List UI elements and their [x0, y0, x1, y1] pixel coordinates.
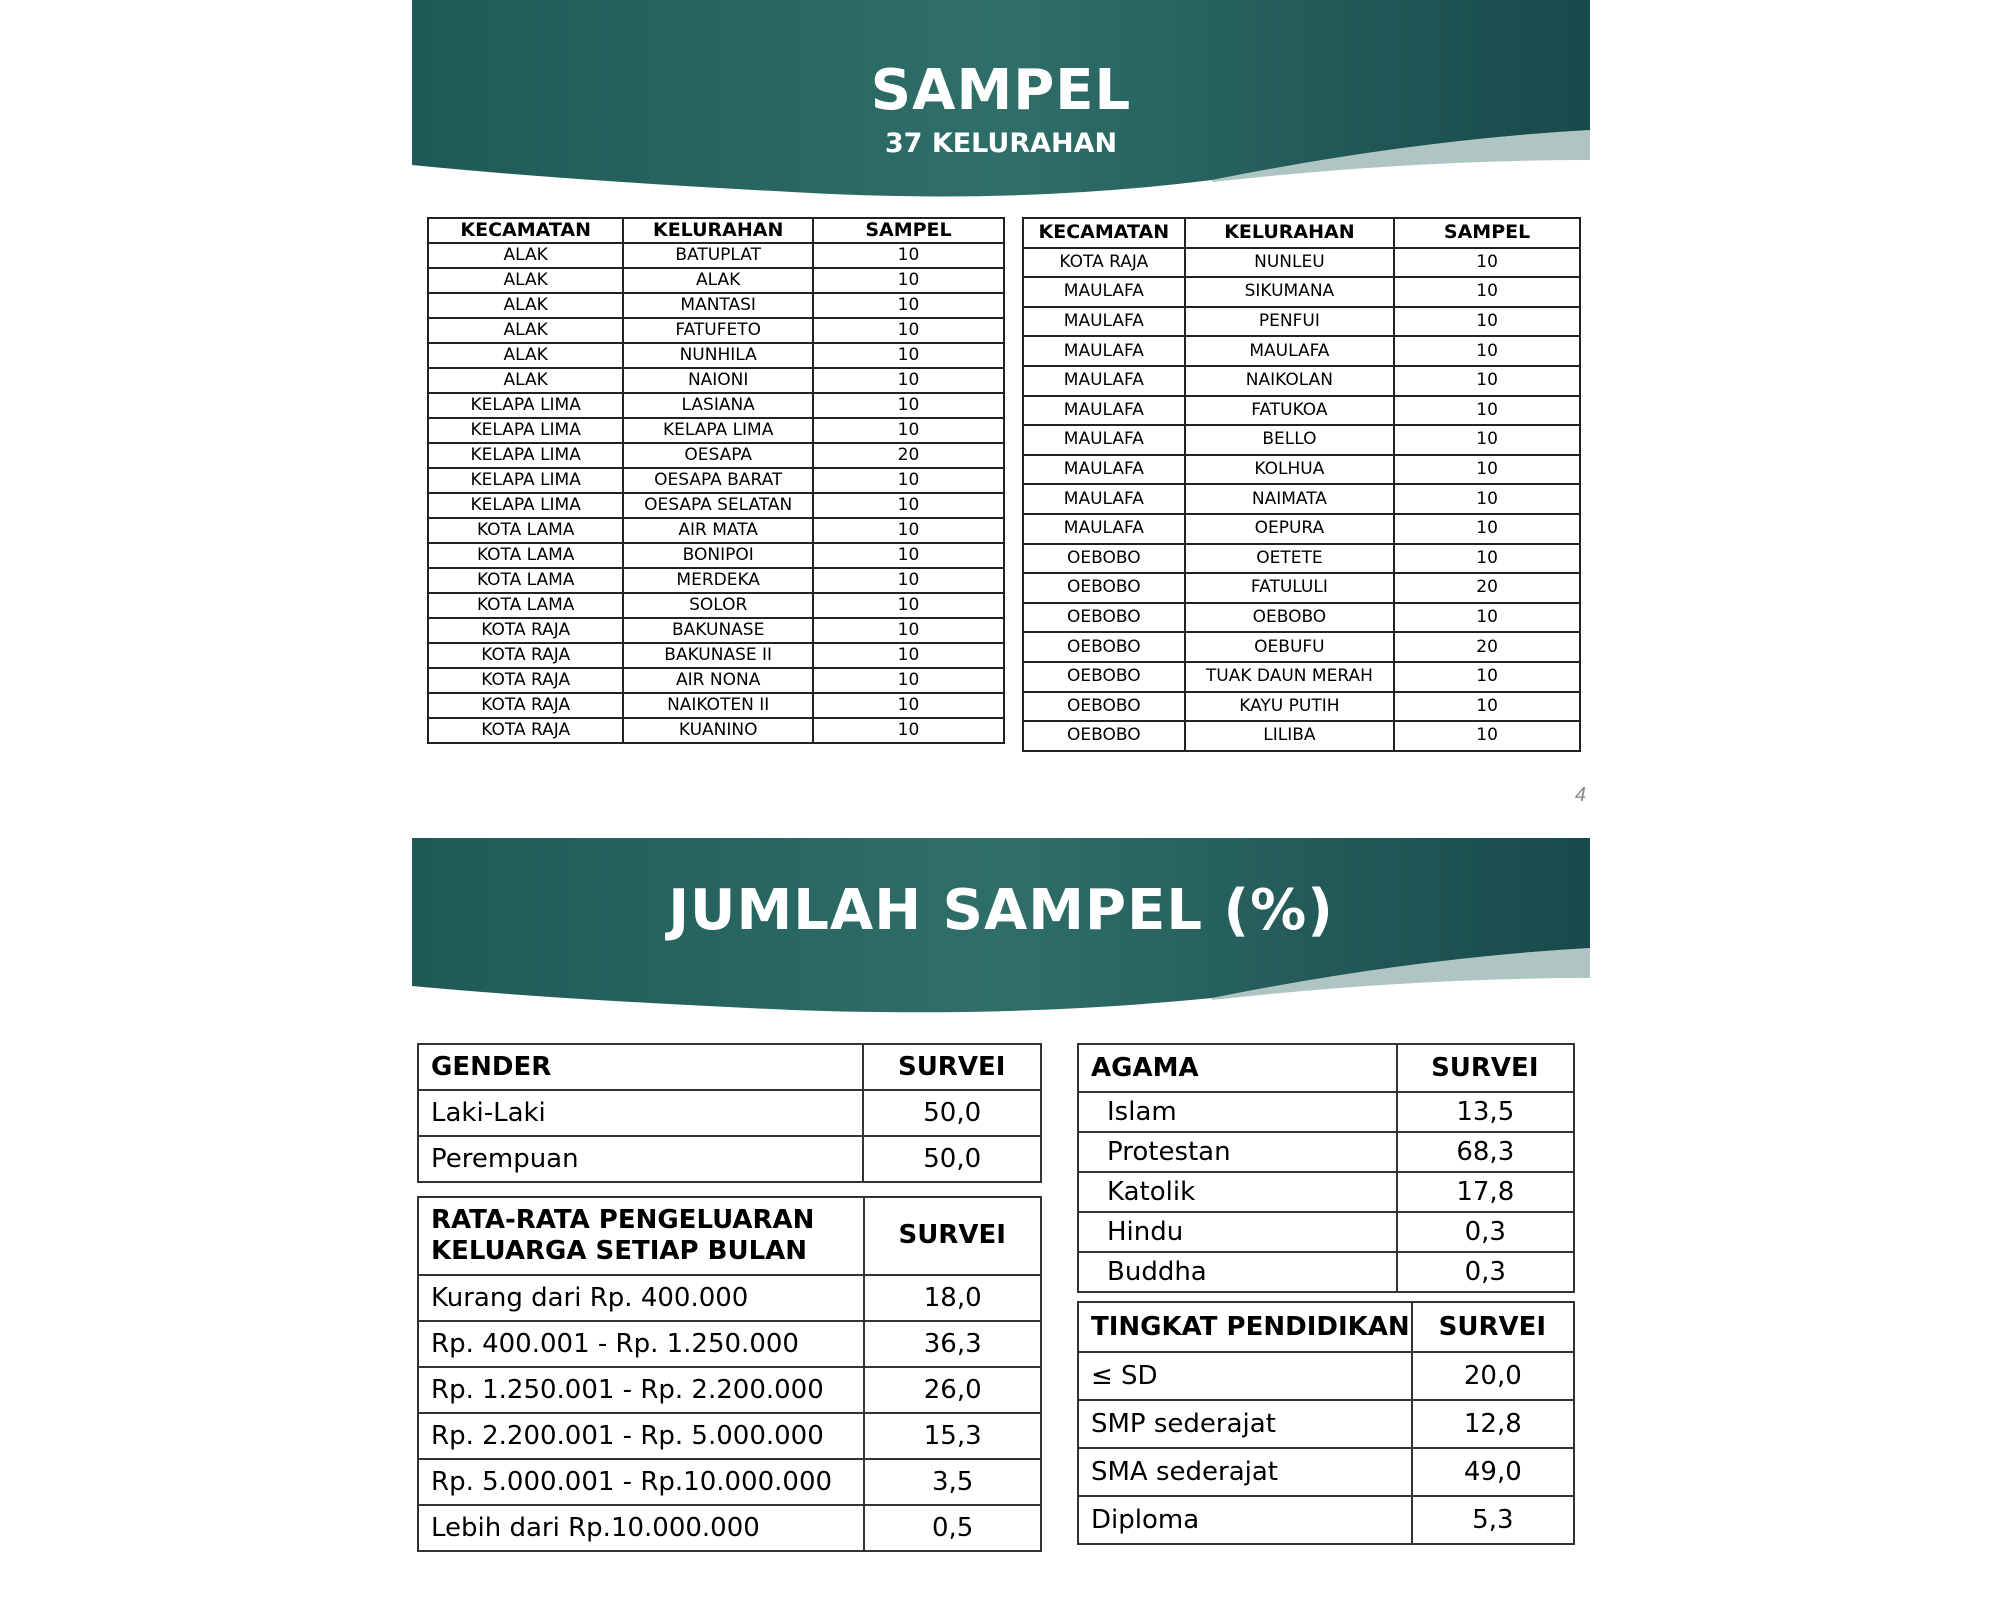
header-pengeluaran — [418, 1197, 864, 1275]
header-kecamatan: KECAMATAN — [1023, 218, 1185, 248]
table-row — [418, 1459, 1041, 1505]
table-cell: FATUKOA — [1185, 396, 1395, 426]
table-cell: OEBOBO — [1023, 573, 1185, 603]
table-cell: Rp. 2.200.001 - Rp. 5.000.000 — [418, 1413, 864, 1459]
table-cell: KOTA RAJA — [428, 668, 623, 693]
table-header-row — [418, 1044, 1041, 1090]
table-cell: NUNLEU — [1185, 248, 1395, 278]
table-header-row — [428, 218, 1004, 243]
table-row — [418, 1090, 1041, 1136]
table-cell: MERDEKA — [623, 568, 813, 593]
table-cell: 10 — [1394, 484, 1580, 514]
table-cell: LILIBA — [1185, 721, 1395, 751]
table-row — [428, 543, 1004, 568]
table-cell: NAIMATA — [1185, 484, 1395, 514]
table-cell: 17,8 — [1397, 1172, 1574, 1212]
table-cell: 20 — [813, 443, 1004, 468]
table-cell: KOTA LAMA — [428, 593, 623, 618]
table-row — [428, 718, 1004, 743]
table-row — [428, 368, 1004, 393]
table-cell: MAULAFA — [1023, 425, 1185, 455]
table-cell: NUNHILA — [623, 343, 813, 368]
header-kelurahan: KELURAHAN — [623, 218, 813, 243]
table-row — [1023, 336, 1580, 366]
table-cell: 10 — [1394, 336, 1580, 366]
table-cell: OEBOBO — [1023, 603, 1185, 633]
table-cell: Rp. 1.250.001 - Rp. 2.200.000 — [418, 1367, 864, 1413]
table-cell: OEBUFU — [1185, 632, 1395, 662]
table-body — [1078, 1352, 1574, 1544]
table-cell: NAIKOTEN II — [623, 693, 813, 718]
table-row — [1023, 307, 1580, 337]
table-body — [1023, 248, 1580, 751]
table-row — [1023, 514, 1580, 544]
table-cell: 10 — [813, 568, 1004, 593]
table-cell: TUAK DAUN MERAH — [1185, 662, 1395, 692]
table-cell: FATULULI — [1185, 573, 1395, 603]
table-cell: 10 — [813, 418, 1004, 443]
table-cell: 10 — [1394, 366, 1580, 396]
table-cell: 10 — [813, 693, 1004, 718]
table-cell: BAKUNASE II — [623, 643, 813, 668]
table-cell: Kurang dari Rp. 400.000 — [418, 1275, 864, 1321]
table-cell: 10 — [1394, 603, 1580, 633]
table-row — [1023, 277, 1580, 307]
table-cell: 68,3 — [1397, 1132, 1574, 1172]
table-cell: KELAPA LIMA — [428, 493, 623, 518]
table-row — [428, 293, 1004, 318]
table-cell: KOTA RAJA — [428, 618, 623, 643]
table-cell: OEBOBO — [1023, 721, 1185, 751]
table-cell: OESAPA SELATAN — [623, 493, 813, 518]
table-cell: KOLHUA — [1185, 455, 1395, 485]
table-cell: FATUFETO — [623, 318, 813, 343]
table-row — [1078, 1132, 1574, 1172]
table-cell: ALAK — [623, 268, 813, 293]
kelurahan-table-left — [427, 217, 1005, 744]
table-row — [1078, 1496, 1574, 1544]
table-cell: OEBOBO — [1023, 662, 1185, 692]
table-cell: Katolik — [1078, 1172, 1397, 1212]
table-cell: OEBOBO — [1023, 692, 1185, 722]
header-survei: SURVEI — [1412, 1302, 1574, 1352]
slide1-subtitle: 37 KELURAHAN — [884, 128, 1118, 159]
table-cell: 3,5 — [864, 1459, 1041, 1505]
table-cell: 10 — [1394, 721, 1580, 751]
table-cell: 10 — [813, 668, 1004, 693]
table-row — [1023, 484, 1580, 514]
header-pengeluaran-line2: KELUARGA SETIAP BULAN — [431, 1236, 808, 1266]
table-cell: OEPURA — [1185, 514, 1395, 544]
table-cell: SMP sederajat — [1078, 1400, 1412, 1448]
table-cell: MAULAFA — [1185, 336, 1395, 366]
table-cell: LASIANA — [623, 393, 813, 418]
gender-table — [417, 1043, 1042, 1183]
table-cell: 18,0 — [864, 1275, 1041, 1321]
table-cell: KOTA RAJA — [1023, 248, 1185, 278]
slide-sampel — [412, 0, 1590, 808]
table-cell: 13,5 — [1397, 1092, 1574, 1132]
table-cell: BELLO — [1185, 425, 1395, 455]
table-row — [428, 493, 1004, 518]
table-cell: 10 — [813, 618, 1004, 643]
table-cell: OESAPA — [623, 443, 813, 468]
slide1-title: SAMPEL — [870, 58, 1132, 123]
table-row — [428, 693, 1004, 718]
table-row — [428, 243, 1004, 268]
table-cell: 0,5 — [864, 1505, 1041, 1551]
table-cell: KOTA RAJA — [428, 693, 623, 718]
slide-jumlah-sampel — [412, 838, 1590, 1558]
table-cell: MAULAFA — [1023, 514, 1185, 544]
header-survei: SURVEI — [864, 1197, 1041, 1275]
table-cell: Protestan — [1078, 1132, 1397, 1172]
table-row — [1023, 603, 1580, 633]
table-cell: 10 — [813, 493, 1004, 518]
kelurahan-table-right — [1022, 217, 1581, 752]
table-row — [418, 1275, 1041, 1321]
table-body — [428, 243, 1004, 743]
table-row — [1078, 1252, 1574, 1292]
table-cell: Lebih dari Rp.10.000.000 — [418, 1505, 864, 1551]
table-row — [1023, 544, 1580, 574]
pengeluaran-table — [417, 1196, 1042, 1552]
table-row — [428, 468, 1004, 493]
table-cell: Islam — [1078, 1092, 1397, 1132]
table-body — [418, 1275, 1041, 1551]
table-cell: 10 — [813, 643, 1004, 668]
table-cell: BATUPLAT — [623, 243, 813, 268]
table-cell: 10 — [813, 243, 1004, 268]
table-cell: KOTA LAMA — [428, 543, 623, 568]
table-cell: NAIONI — [623, 368, 813, 393]
table-row — [428, 418, 1004, 443]
table-cell: ALAK — [428, 243, 623, 268]
table-cell: MAULAFA — [1023, 366, 1185, 396]
table-cell: OESAPA BARAT — [623, 468, 813, 493]
table-row — [428, 618, 1004, 643]
table-cell: 10 — [1394, 544, 1580, 574]
table-cell: 10 — [813, 543, 1004, 568]
table-cell: KOTA RAJA — [428, 718, 623, 743]
header-survei: SURVEI — [863, 1044, 1041, 1090]
header-pengeluaran-line1: RATA-RATA PENGELUARAN — [431, 1204, 815, 1235]
table-cell: 10 — [1394, 425, 1580, 455]
table-cell: 20 — [1394, 632, 1580, 662]
table-cell: 10 — [813, 393, 1004, 418]
table-cell: KAYU PUTIH — [1185, 692, 1395, 722]
table-row — [1023, 632, 1580, 662]
table-cell: 10 — [1394, 692, 1580, 722]
table-cell: KELAPA LIMA — [428, 468, 623, 493]
table-cell: OEBOBO — [1023, 544, 1185, 574]
table-cell: KUANINO — [623, 718, 813, 743]
table-row — [418, 1136, 1041, 1182]
table-cell: SOLOR — [623, 593, 813, 618]
table-row — [1078, 1400, 1574, 1448]
table-cell: 10 — [813, 468, 1004, 493]
table-row — [1078, 1092, 1574, 1132]
table-row — [1023, 662, 1580, 692]
table-cell: 10 — [813, 718, 1004, 743]
table-row — [428, 518, 1004, 543]
table-cell: MAULAFA — [1023, 484, 1185, 514]
table-cell: ALAK — [428, 268, 623, 293]
table-cell: KELAPA LIMA — [428, 393, 623, 418]
table-cell: OEBOBO — [1023, 632, 1185, 662]
table-cell: 49,0 — [1412, 1448, 1574, 1496]
header-kecamatan: KECAMATAN — [428, 218, 623, 243]
table-cell: OETETE — [1185, 544, 1395, 574]
table-row — [428, 268, 1004, 293]
table-cell: ≤ SD — [1078, 1352, 1412, 1400]
table-cell: BAKUNASE — [623, 618, 813, 643]
table-row — [428, 393, 1004, 418]
table-cell: ALAK — [428, 343, 623, 368]
table-cell: 26,0 — [864, 1367, 1041, 1413]
table-cell: 10 — [1394, 307, 1580, 337]
table-cell: Diploma — [1078, 1496, 1412, 1544]
table-cell: KOTA LAMA — [428, 518, 623, 543]
table-cell: MAULAFA — [1023, 396, 1185, 426]
table-cell: 20 — [1394, 573, 1580, 603]
table-cell: BONIPOI — [623, 543, 813, 568]
table-cell: MAULAFA — [1023, 277, 1185, 307]
header-agama: AGAMA — [1078, 1044, 1397, 1092]
table-row — [418, 1413, 1041, 1459]
table-cell: NAIKOLAN — [1185, 366, 1395, 396]
table-cell: ALAK — [428, 368, 623, 393]
table-cell: SIKUMANA — [1185, 277, 1395, 307]
table-row — [418, 1505, 1041, 1551]
table-cell: KELAPA LIMA — [623, 418, 813, 443]
table-cell: MAULAFA — [1023, 455, 1185, 485]
table-row — [1023, 692, 1580, 722]
table-body — [1078, 1092, 1574, 1292]
table-row — [1078, 1172, 1574, 1212]
table-cell: SMA sederajat — [1078, 1448, 1412, 1496]
table-cell: ALAK — [428, 318, 623, 343]
table-cell: 5,3 — [1412, 1496, 1574, 1544]
table-cell: Rp. 400.001 - Rp. 1.250.000 — [418, 1321, 864, 1367]
table-row — [1023, 366, 1580, 396]
table-cell: 10 — [813, 368, 1004, 393]
table-row — [1078, 1352, 1574, 1400]
header-sampel: SAMPEL — [813, 218, 1004, 243]
table-cell: KOTA RAJA — [428, 643, 623, 668]
table-row — [1023, 396, 1580, 426]
header-survei: SURVEI — [1397, 1044, 1574, 1092]
table-cell: 0,3 — [1397, 1252, 1574, 1292]
table-cell: Buddha — [1078, 1252, 1397, 1292]
table-cell: 10 — [813, 343, 1004, 368]
table-row — [1078, 1448, 1574, 1496]
table-row — [418, 1321, 1041, 1367]
table-cell: Laki-Laki — [418, 1090, 863, 1136]
table-cell: 0,3 — [1397, 1212, 1574, 1252]
table-cell: Perempuan — [418, 1136, 863, 1182]
table-cell: Rp. 5.000.001 - Rp.10.000.000 — [418, 1459, 864, 1505]
table-cell: 10 — [813, 293, 1004, 318]
header-gender: GENDER — [418, 1044, 863, 1090]
header-pendidikan: TINGKAT PENDIDIKAN — [1078, 1302, 1412, 1352]
table-header-row — [1078, 1302, 1574, 1352]
table-cell: KELAPA LIMA — [428, 418, 623, 443]
table-row — [1023, 455, 1580, 485]
page-number: 4 — [1574, 784, 1586, 806]
table-cell: 50,0 — [863, 1090, 1041, 1136]
pendidikan-table — [1077, 1301, 1575, 1545]
table-cell: 10 — [1394, 277, 1580, 307]
table-row — [428, 643, 1004, 668]
table-cell: 10 — [813, 318, 1004, 343]
slide2-title: JUMLAH SAMPEL (%) — [668, 878, 1334, 943]
table-cell: AIR MATA — [623, 518, 813, 543]
table-cell: 15,3 — [864, 1413, 1041, 1459]
table-header-row — [1078, 1044, 1574, 1092]
table-cell: 12,8 — [1412, 1400, 1574, 1448]
table-header-row — [1023, 218, 1580, 248]
table-row — [428, 568, 1004, 593]
table-cell: 10 — [1394, 455, 1580, 485]
table-cell: 50,0 — [863, 1136, 1041, 1182]
table-row — [428, 668, 1004, 693]
table-cell: 10 — [1394, 248, 1580, 278]
header-sampel: SAMPEL — [1394, 218, 1580, 248]
table-cell: ALAK — [428, 293, 623, 318]
table-cell: 20,0 — [1412, 1352, 1574, 1400]
table-cell: PENFUI — [1185, 307, 1395, 337]
table-header-row — [418, 1197, 1041, 1275]
table-cell: OEBOBO — [1185, 603, 1395, 633]
table-cell: MAULAFA — [1023, 307, 1185, 337]
table-body — [418, 1090, 1041, 1182]
agama-table — [1077, 1043, 1575, 1293]
table-row — [428, 443, 1004, 468]
table-cell: MAULAFA — [1023, 336, 1185, 366]
table-cell: 10 — [813, 518, 1004, 543]
table-row — [418, 1367, 1041, 1413]
table-cell: 36,3 — [864, 1321, 1041, 1367]
table-row — [1023, 573, 1580, 603]
table-cell: KELAPA LIMA — [428, 443, 623, 468]
table-row — [1023, 248, 1580, 278]
table-row — [428, 318, 1004, 343]
table-cell: Hindu — [1078, 1212, 1397, 1252]
table-cell: MANTASI — [623, 293, 813, 318]
table-row — [428, 593, 1004, 618]
table-cell: AIR NONA — [623, 668, 813, 693]
table-row — [428, 343, 1004, 368]
table-row — [1023, 721, 1580, 751]
table-cell: 10 — [1394, 662, 1580, 692]
table-cell: KOTA LAMA — [428, 568, 623, 593]
table-cell: 10 — [1394, 514, 1580, 544]
table-row — [1078, 1212, 1574, 1252]
table-row — [1023, 425, 1580, 455]
table-cell: 10 — [813, 593, 1004, 618]
table-cell: 10 — [813, 268, 1004, 293]
table-cell: 10 — [1394, 396, 1580, 426]
header-kelurahan: KELURAHAN — [1185, 218, 1395, 248]
